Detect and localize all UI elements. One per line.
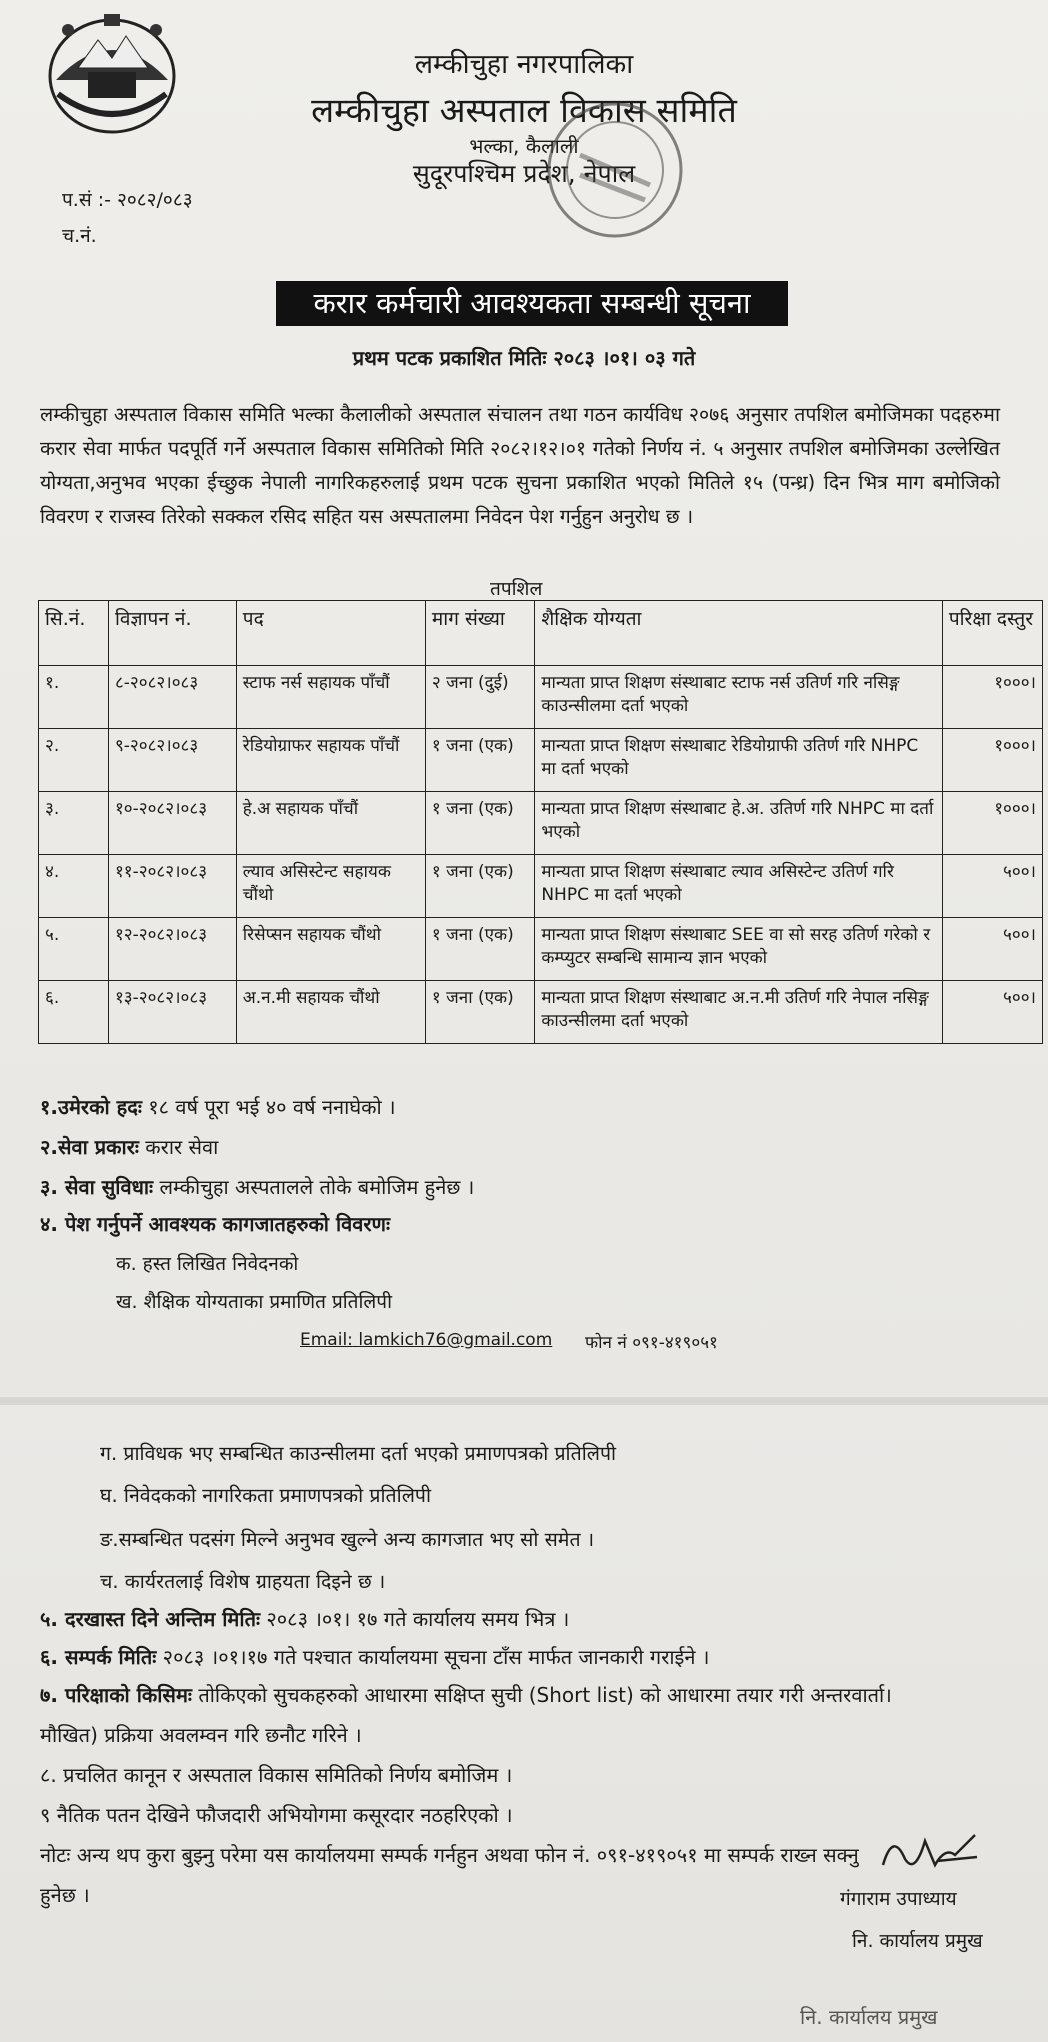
email-line [300, 1330, 552, 1350]
cell-sn: ४. [39, 855, 109, 918]
signatory-name: गंगाराम उपाध्याय [840, 1888, 957, 1910]
table-caption: तपशिल [490, 578, 543, 600]
cell-sn: ६. [39, 981, 109, 1044]
handwritten-signature [875, 1825, 985, 1885]
table-row [39, 918, 1043, 981]
email-link[interactable]: lamkich76@gmail.com [358, 1330, 553, 1350]
table-row [39, 981, 1043, 1044]
condition-exam [40, 1681, 1030, 1708]
header-adv: विज्ञापन नं. [108, 601, 236, 666]
condition-service [40, 1133, 218, 1160]
cell-qualification: मान्यता प्राप्त शिक्षण संस्थाबाट हे.अ. उतिर्ण गरि NHPC मा दर्ता भएको [535, 792, 943, 855]
header-count: माग संख्या [425, 601, 534, 666]
cell-count: १ जना (एक) [425, 981, 534, 1044]
office-stamp [540, 95, 690, 245]
condition-facility-label: ३. सेवा सुविधाः [40, 1175, 154, 1199]
cell-count: १ जना (एक) [425, 855, 534, 918]
condition-deadline [40, 1605, 569, 1632]
cell-qualification: मान्यता प्राप्त शिक्षण संस्थाबाट अ.न.मी उतिर्ण गरि नेपाल नसिङ्ग काउन्सीलमा दर्ता भएको [535, 981, 943, 1044]
table-row [39, 792, 1043, 855]
cell-adv: ९-२०८२।०८३ [108, 729, 236, 792]
cell-qualification: मान्यता प्राप्त शिक्षण संस्थाबाट ल्याव असिस्टेन्ट उतिर्ण गरि NHPC मा दर्ता भएको [535, 855, 943, 918]
cell-qualification: मान्यता प्राप्त शिक्षण संस्थाबाट SEE वा सो सरह उतिर्ण गरेको र कम्प्युटर सम्बन्धि सामान्य ज्ञान भएको [535, 918, 943, 981]
notice-page-2 [0, 1405, 1048, 2042]
condition-age-label: १.उमेरको हदः [40, 1095, 142, 1119]
condition-exam-label: ७. परिक्षाको किसिमः [40, 1683, 192, 1707]
document-gha: घ. निवेदकको नागरिकता प्रमाणपत्रको प्रतिलिपी [100, 1484, 432, 1507]
table-row [39, 729, 1043, 792]
stamp-text: नि. कार्यालय प्रमुख [800, 2005, 938, 2029]
committee-name: लम्कीचुहा अस्पताल विकास समिति [311, 91, 737, 131]
cell-adv: १३-२०८२।०८३ [108, 981, 236, 1044]
cell-post: अ.न.मी सहायक चौंथो [236, 981, 425, 1044]
table-row [39, 855, 1043, 918]
cell-fee: ५००। [942, 981, 1042, 1044]
cell-post: रेडियोग्राफर सहायक पाँचौं [236, 729, 425, 792]
cell-adv: १०-२०८२।०८३ [108, 792, 236, 855]
cell-fee: १०००। [942, 729, 1042, 792]
condition-deadline-text: २०८३ ।०१। १७ गते कार्यालय समय भित्र । [266, 1607, 570, 1631]
cell-post: स्टाफ नर्स सहायक पाँचौं [236, 666, 425, 729]
document-ka: क. हस्त लिखित निवेदनको [116, 1253, 299, 1275]
cell-fee: ५००। [942, 855, 1042, 918]
signatory-title: नि. कार्यालय प्रमुख [852, 1930, 983, 1952]
condition-documents-label: ४. पेश गर्नुपर्ने आवश्यक कागजातहरुको विवरणः [40, 1212, 391, 1236]
cell-post: ल्याव असिस्टेन्ट सहायक चौंथो [236, 855, 425, 918]
condition-moral: ९ नैतिक पतन देखिने फौजदारी अभियोगमा कसूरदार नठहरिएको । [40, 1803, 513, 1827]
cell-fee: ५००। [942, 918, 1042, 981]
cell-count: २ जना (दुई) [425, 666, 534, 729]
document-nga: ङ.सम्बन्धित पदसंग मिल्ने अनुभव खुल्ने अन्य कागजात भए सो समेत । [100, 1528, 595, 1551]
condition-service-text: करार सेवा [145, 1135, 219, 1159]
condition-facility-text: लम्कीचुहा अस्पतालले तोके बमोजिम हुनेछ । [159, 1175, 475, 1199]
header-fee: परिक्षा दस्तुर [942, 601, 1042, 666]
condition-age [40, 1093, 396, 1120]
cell-adv: ८-२०८२।०८३ [108, 666, 236, 729]
notice-body: लम्कीचुहा अस्पताल विकास समिति भल्का कैलालीको अस्पताल संचालन तथा गठन कार्यविध २०७६ अनुसार तपशिल बमोजिमका पदहरुमा करार सेवा मार्फत पदपूर्ति गर्ने अस्पताल विकास समितिको मिति २०८२।१२।०१ गतेको निर्णय नं. ५ अनुसार तपशिल बमोजिमका उल्लेखित योग्यता,अनुभव भएका ईच्छुक नेपाली नागरिकहरुलाई प्रथम पटक सुचना प्रकाशित भएको मितिले १५ (पन्ध्र) दिन भित्र माग बमोजिको विवरण र राजस्व तिरेको सक्कल रसिद सहित यस अस्पतालमा निवेदन पेश गर्नुहुन अनुरोध छ । [40, 403, 1000, 528]
condition-facility [40, 1173, 474, 1200]
cell-post: रिसेप्सन सहायक चौंथो [236, 918, 425, 981]
condition-age-text: १८ वर्ष पूरा भई ४० वर्ष ननाघेको । [148, 1095, 396, 1119]
table-row [39, 666, 1043, 729]
cell-sn: ३. [39, 792, 109, 855]
document-cha: च. कार्यरतलाई विशेष ग्राहयता दिइने छ । [100, 1570, 386, 1593]
condition-deadline-label: ५. दरखास्त दिने अन्तिम मितिः [40, 1607, 261, 1631]
condition-documents [40, 1210, 390, 1237]
document-ga: ग. प्राविधक भए सम्बन्धित काउन्सीलमा दर्ता भएको प्रमाणपत्रको प्रतिलिपी [100, 1442, 617, 1465]
address-line-1: भल्का, कैलाली [469, 134, 579, 158]
header-sn: सि.नं. [39, 601, 109, 666]
note-line-2: हुनेछ । [40, 1883, 90, 1907]
condition-exam-continued: मौखित) प्रक्रिया अवलम्वन गरि छनौट गरिने । [40, 1723, 362, 1747]
cell-post: हे.अ सहायक पाँचौं [236, 792, 425, 855]
condition-exam-text: तोकिएको सुचकहरुको आधारमा सक्षिप्त सुची (Short list) को आधारमा तयार गरी अन्तरवार्ता। [198, 1683, 892, 1707]
cell-adv: ११-२०८२।०८३ [108, 855, 236, 918]
cell-count: १ जना (एक) [425, 729, 534, 792]
notice-title: करार कर्मचारी आवश्यकता सम्बन्धी सूचना [276, 281, 788, 326]
header-post: पद [236, 601, 425, 666]
cell-sn: २. [39, 729, 109, 792]
phone-number: फोन नं ०९१-४१९०५१ [585, 1333, 718, 1353]
cell-qualification: मान्यता प्राप्त शिक्षण संस्थाबाट रेडियोग्राफी उतिर्ण गरि NHPC मा दर्ता भएको [535, 729, 943, 792]
cell-sn: ५. [39, 918, 109, 981]
cell-qualification: मान्यता प्राप्त शिक्षण संस्थाबाट स्टाफ नर्स उतिर्ण गरि नसिङ्ग काउन्सीलमा दर्ता भएको [535, 666, 943, 729]
condition-service-label: २.सेवा प्रकारः [40, 1135, 139, 1159]
condition-contact [40, 1643, 709, 1670]
table-header-row [39, 601, 1043, 666]
condition-contact-label: ६. सम्पर्क मितिः [40, 1645, 157, 1669]
document-kha: ख. शैक्षिक योग्यताका प्रमाणित प्रतिलिपी [116, 1291, 393, 1313]
cell-fee: १०००। [942, 792, 1042, 855]
municipality-name: लम्कीचुहा नगरपालिका [414, 49, 634, 80]
note-line-1: नोटः अन्य थप कुरा बुझ्नु परेमा यस कार्यालयमा सम्पर्क गर्नहुन अथवा फोन नं. ०९१-४१९०५१ मा सम्पर्क राख्न सक्नु [40, 1843, 859, 1867]
cell-count: १ जना (एक) [425, 918, 534, 981]
cell-fee: १०००। [942, 666, 1042, 729]
cell-sn: १. [39, 666, 109, 729]
reference-number: प.सं :- २०८२/०८३ [62, 189, 193, 211]
condition-contact-text: २०८३ ।०१।१७ गते पश्चात कार्यालयमा सूचना टाँस मार्फत जानकारी गराईने । [162, 1645, 710, 1669]
cell-count: १ जना (एक) [425, 792, 534, 855]
condition-law: ८. प्रचलित कानून र अस्पताल विकास समितिको निर्णय बमोजिम । [40, 1763, 513, 1787]
publish-date: प्रथम पटक प्रकाशित मितिः २०८३ ।०१। ०३ गते [352, 346, 696, 370]
header-qualification: शैक्षिक योग्यता [535, 601, 943, 666]
address-line-2: सुदूरपश्चिम प्रदेश, नेपाल [412, 159, 636, 188]
email-label: Email: [300, 1330, 353, 1350]
cell-adv: १२-२०८२।०८३ [108, 918, 236, 981]
dispatch-number: च.नं. [62, 225, 97, 247]
vacancy-table [38, 600, 1043, 1044]
